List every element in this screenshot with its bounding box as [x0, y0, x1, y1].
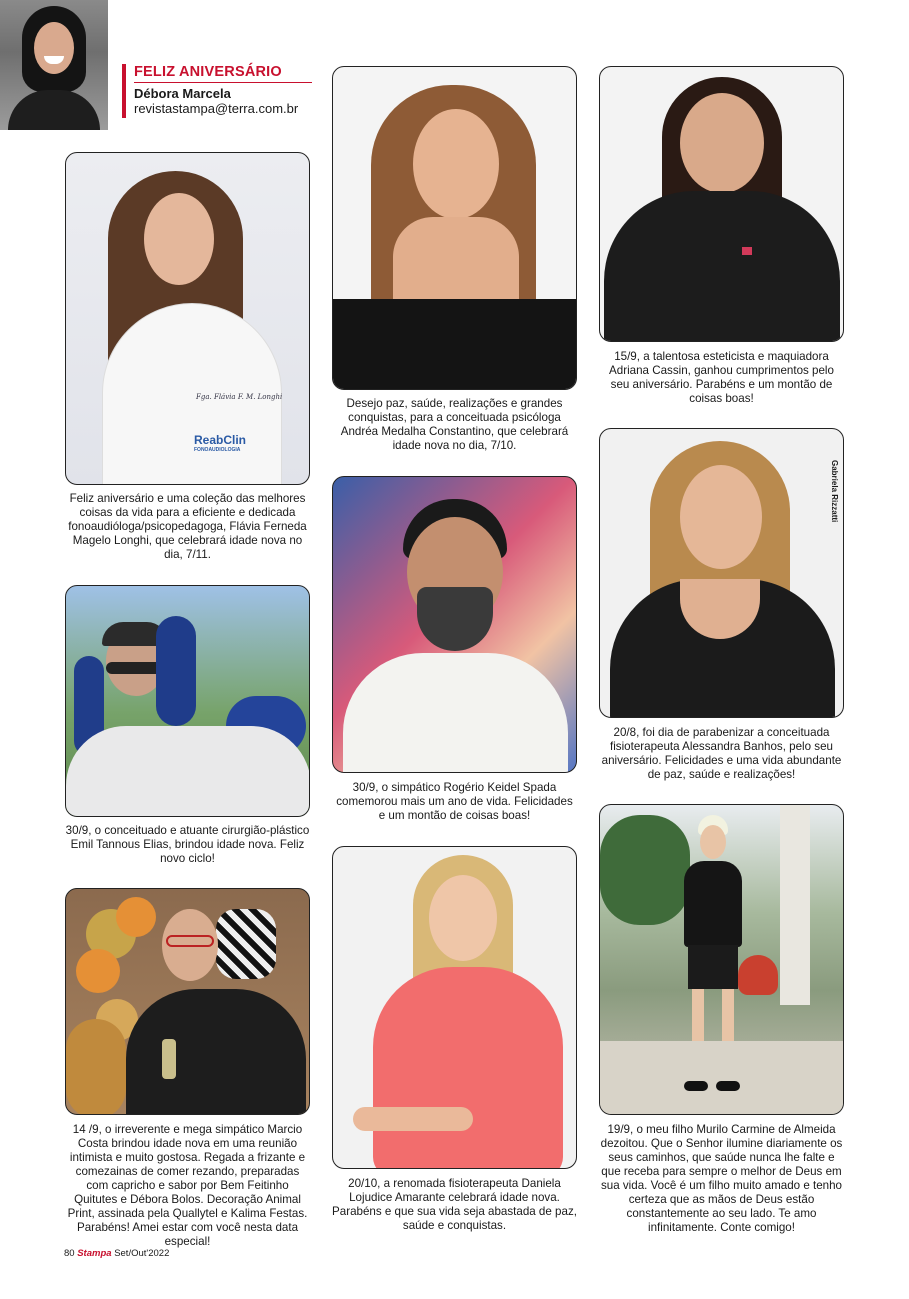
caption-emil: 30/9, o conceituado e atuante cirurgião-plástico Emil Tannous Elias, brindou idade nova. Feliz novo ciclo!: [65, 824, 310, 865]
magazine-brand: Stampa: [77, 1248, 112, 1259]
reabclin-logo: ReabClin: [194, 433, 247, 447]
page-footer: [64, 1248, 169, 1259]
caption-murilo: 19/9, o meu filho Murilo Carmine de Almeida dezoitou. Que o Senhor ilumine diariamente os seus caminhos, que saúde nunca lhe falte e que receba para sempre o melhor de Deus em sua vida. Você é um filho muito amado e tenho certeza que as mãos de Deus estão constantemente ao seu lado. Te amo infinitamente. Conte comigo!: [600, 1123, 843, 1234]
photo-credit: Gabriela Rizzatti: [830, 460, 839, 523]
photo-murilo: [599, 804, 844, 1115]
photo-adriana: [599, 66, 844, 342]
caption-flavia: Feliz aniversário e uma coleção das melhores coisas da vida para a eficiente e dedicada fonoaudióloga/psicopedagoga, Flávia Ferneda Magelo Longhi, que celebrará idade nova no dia, 7/11.: [68, 492, 307, 561]
author-photo: [0, 0, 108, 130]
caption-daniela: 20/10, a renomada fisioterapeuta Daniela Lojudice Amarante celebrará idade nova. Parabéns e que sua vida seja abastada de paz, saúde e conquistas.: [332, 1177, 577, 1232]
page-number: 80: [64, 1248, 75, 1259]
author-email[interactable]: revistastampa@terra.com.br: [134, 101, 299, 116]
header-rule: [134, 82, 312, 83]
photo-rogerio: [332, 476, 577, 773]
caption-andrea: Desejo paz, saúde, realizações e grandes conquistas, para a conceituada psicóloga Andréa Medalha Constantino, que celebrará idade nova no dia, 7/10.: [340, 397, 569, 452]
caption-alessandra: 20/8, foi dia de parabenizar a conceituada fisioterapeuta Alessandra Banhos, pelo seu aniversário. Felicidades e uma vida abundante de paz, saúde e realizações!: [601, 726, 842, 781]
photo-flavia: [65, 152, 310, 485]
photo-alessandra: [599, 428, 844, 718]
caption-marcio: 14 /9, o irreverente e mega simpático Marcio Costa brindou idade nova em uma reunião intimista e muito gostosa. Regada a frizante e comezainas de comer rezando, preparadas com capricho e sabor por Bem Feitinho Quitutes e Débora Bolos. Decoração Animal Print, assinada pela Quallytel e Kalima Festas. Parabéns! Amei estar com você nesta data especial!: [67, 1123, 308, 1248]
photo-daniela: [332, 846, 577, 1169]
photo-emil: [65, 585, 310, 817]
reabclin-logo-subtitle: FONOAUDIOLOGIA: [194, 447, 241, 453]
header-accent-bar: [122, 64, 126, 118]
edition-date: Set/Out'2022: [114, 1248, 170, 1259]
author-name: Débora Marcela: [134, 86, 231, 101]
photo-andrea: [332, 66, 577, 390]
caption-adriana: 15/9, a talentosa esteticista e maquiadora Adriana Cassin, ganhou cumprimentos pelo seu aniversário. Parabéns e um montão de coisas boas!: [609, 350, 834, 405]
coat-name-embroidery: Fga. Flávia F. M. Longhi: [196, 393, 283, 401]
section-title: FELIZ ANIVERSÁRIO: [134, 64, 282, 80]
caption-rogerio: 30/9, o simpático Rogério Keidel Spada comemorou mais um ano de vida. Felicidades e um montão de coisas boas!: [336, 781, 573, 822]
photo-marcio: [65, 888, 310, 1115]
